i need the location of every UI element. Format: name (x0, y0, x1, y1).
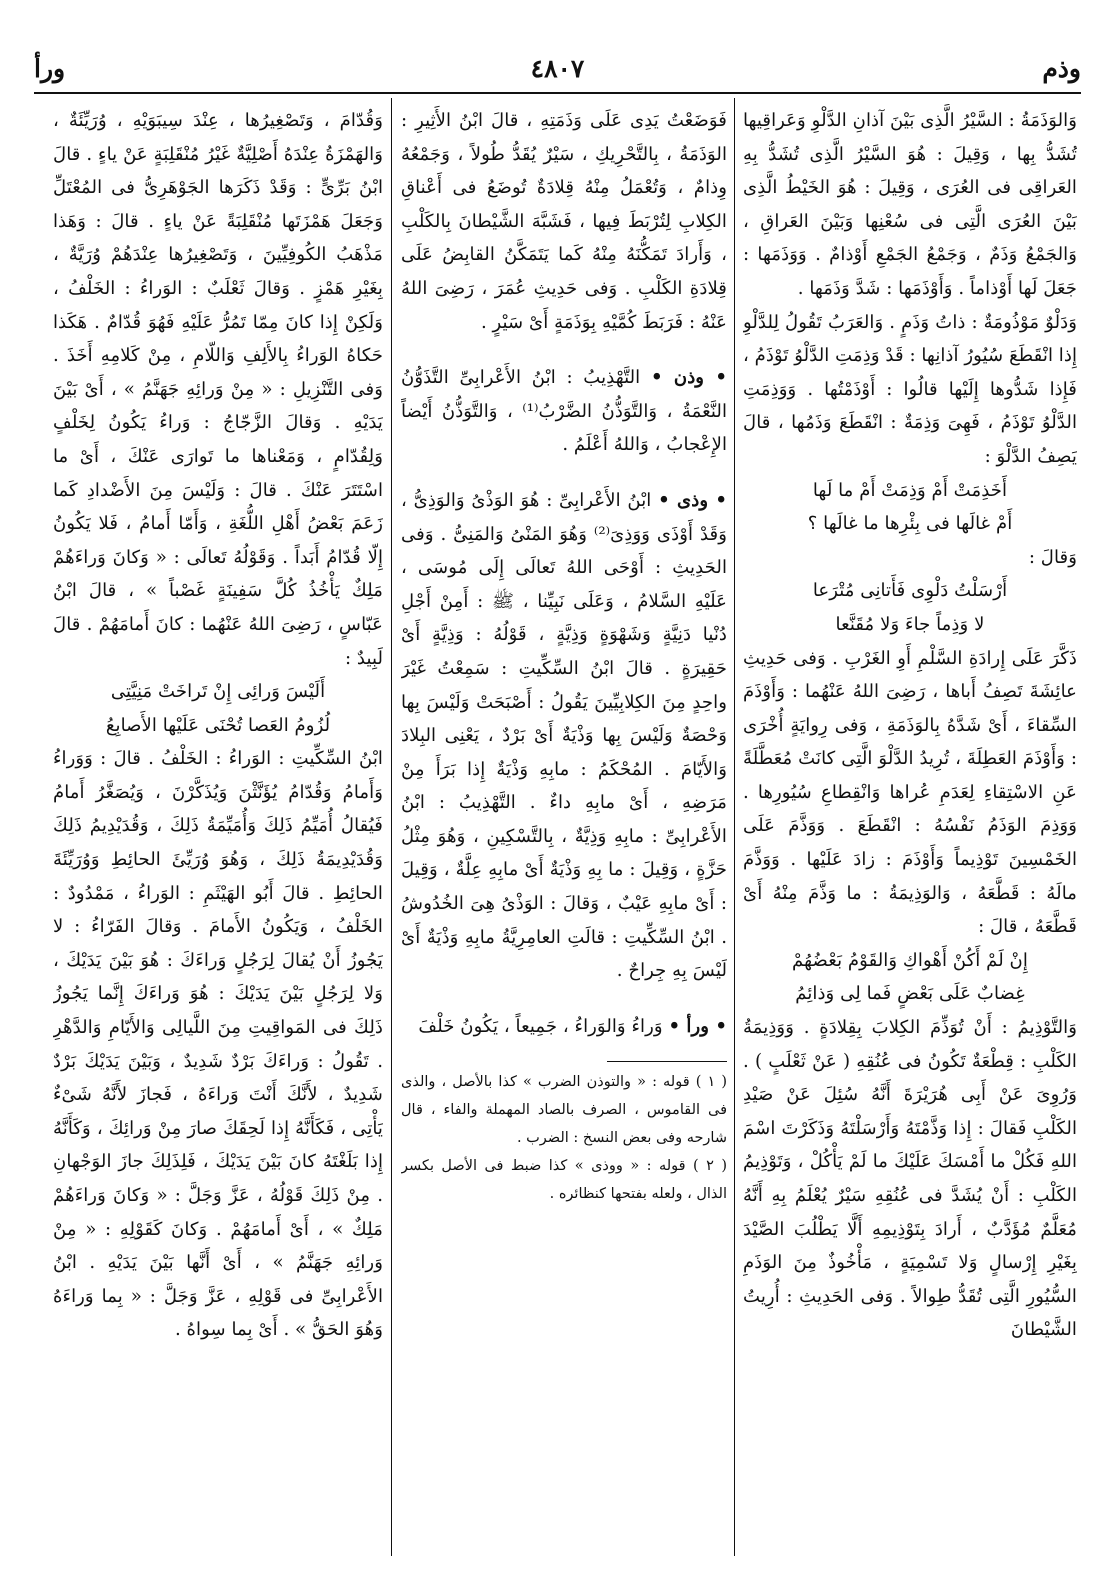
text-paragraph: ذَكَّرَ عَلَى إِرادَةِ السَّلْمِ أَوِ الغَرْبِ . وَفى حَدِيثِ عائِشَةَ تَصِفُ أَباها ، رَضِىَ اللهُ عَنْهُما : وَأَوْذَمَ السِّقاءَ ، أَىْ شَدَّهُ بِالوَذَمَةِ ، وَفى رِوايَةٍ أُخْرَى : وَأَوْذَمَ العَطِلَةَ ، تُرِيدُ الدَّلْوَ الَّتِى كانَتْ مُعَطَّلَةً عَنِ الاسْتِقاءِ لِعَدَمِ عُراها وَانْقِطاعِ سُيُورِها . وَوَذِمَ الوَذَمُ نَفْسُهُ : انْقَطَعَ . وَوَذَّمَ عَلَى الخَمْسِينَ تَوْذِيماً وَأَوْذَمَ : زادَ عَلَيْها . وَوَذَّمَ مالَهُ : قَطَّعَهُ ، وَالوَذِيمَةُ : ما وَذَّمَ مِنْهُ أَىْ قَطَّعَهُ ، قالَ : (743, 647, 1077, 938)
header-root-right: وذم (1042, 54, 1081, 83)
text-paragraph: وَقُدّامَ ، وَتَصْغِيرُها ، عِنْدَ سِيبَوَيْهِ ، وُرَيِّئَةٌ ، وَالهَمْزَةُ عِنْدَهُ أَصْلِيَّةٌ غَيْرُ مُنْقَلِبَةٍ عَنْ ياءٍ . قالَ ابْنُ بَرِّىٍّ : وَقَدْ ذَكَرَها الجَوْهَرِىُّ فى المُعْتَلِّ وَجَعَلَ هَمْزَتَها مُنْقَلِبَةً عَنْ ياءٍ . قالَ : وَهَذا مَذْهَبُ الكُوفِيِّينَ ، وَتَصْغِيرُها عِنْدَهُمْ وُرَيَّةٌ ، بِغَيْرِ هَمْزٍ . وَقالَ ثَعْلَبٌ : الوَراءُ : الخَلْفُ ، وَلَكِنْ إِذا كانَ مِمّا تَمُرُّ عَلَيْهِ فَهُوَ قُدّامٌ . هَكَذا حَكاهُ الوَراءُ بِالأَلِفِ وَاللّامِ ، مِنْ كَلامِهِ أَخَذَ . وَفى التَّنْزِيلِ : « مِنْ وَرائِهِ جَهَنَّمُ » ، أَىْ بَيْنَ يَدَيْهِ . وَقالَ الزَّجّاجُ : وَراءُ يَكُونُ لِخَلْفٍ وَلِقُدّامٍ ، وَمَعْناها ما تَوارَى عَنْكَ ، أَىْ ما اسْتَتَرَ عَنْكَ . قالَ : وَلَيْسَ مِنَ الأَضْدادِ كَما زَعَمَ بَعْضُ أَهْلِ اللُّغَةِ ، وَأَمّا أَمامُ ، فَلا يَكُونُ إِلّا قُدّامُ أَبَداً . وَقَوْلُهُ تَعالَى : « وَكانَ وَراءَهُمْ مَلِكٌ يَأْخُذُ كُلَّ سَفِينَةٍ غَصْباً » ، قالَ ابْنُ عَبّاسٍ ، رَضِىَ اللهُ عَنْهُما : كانَ أَمامَهُمْ . قالَ لَبِيدٌ : (53, 110, 383, 669)
poem-verse: لُزُومُ العَصا تُحْنَى عَلَيْها الأَصابِعُ (105, 714, 331, 736)
poem-verse: غِضابٌ عَلَى بَعْضٍ فَما لِى وَذائِمُ (795, 983, 1025, 1005)
header-root-left: ورأ (34, 54, 66, 83)
entry-headword: • وذى • (658, 489, 727, 511)
column-middle (401, 104, 727, 1554)
entry-text: ابْنُ الأَعْرابِىِّ : هُوَ الوَذْىُ وَالوَذِىُّ ، وَقَدْ أَوْذَى وَوَذِىَ⁽²⁾ وَهُوَ المَنْىُ وَالمَنِىُّ . وَفى الحَدِيثِ : أَوْحَى اللهُ تَعالَى إِلَى مُوسَى ، عَلَيْهِ السَّلامُ ، وَعَلَى نَبِيِّنا ، ﷺ : أَمِنْ أَجْلِ دُنْيا دَنِيَّةٍ وَشَهْوَةٍ وَذِيَّةٍ ، قَوْلُهُ : وَذِيَّةٍ أَىْ حَقِيرَةٍ . قالَ ابْنُ السِّكِّيتِ : سَمِعْتُ غَيْرَ واحِدٍ مِنَ الكِلابِيِّينَ يَقُولُ : أَصْبَحَتْ وَلَيْسَ بِها وَحْصَةٌ وَلَيْسَ بِها وَذْيَةٌ أَىْ بَرْدٌ ، يَعْنِى البِلادَ وَالأَيّامَ . المُحْكَمُ : مابِهِ وَذْيَةٌ إِذا بَرَأَ مِنْ مَرَضِهِ ، أَىْ مابِهِ داءٌ . التَّهْذِيبُ : ابْنُ الأَعْرابِىِّ : مابِهِ وَذِيَّةٌ ، بِالتَّسْكِينِ ، وَهُوَ مِثْلُ حَزَّةٍ ، وَقِيلَ : ما بِهِ وَذْيَةٌ أَىْ مابِهِ عِلَّةٌ ، وَقِيلَ : أَىْ مابِهِ عَيْبٌ ، وَقالَ : الوَذْىُ هِىَ الخُدُوشُ . ابْنُ السِّكِّيتِ : قالَتِ العامِرِيَّةُ مابِهِ وَذْيَةٌ أَىْ لَيْسَ بِهِ جِراحٌ . (401, 489, 727, 982)
column-divider (734, 98, 735, 1556)
page-header (34, 54, 1081, 90)
entry-headword: • ورأ • (668, 1015, 727, 1037)
footnote: ( ٢ ) قوله : « ووذى » كذا ضبط فى الأصل بكسر الذال ، ولعله بفتحها كنظائره . (401, 1158, 727, 1203)
text-paragraph: وَدَلْوٌ مَوْذُومَةٌ : ذاتُ وَذَمٍ . وَالعَرَبُ تَقُولُ لِلدَّلْوِ إِذا انْقَطَعَ سُيُورُ آذانِها : قَدْ وَذِمَتِ الدَّلْوُ تَوْذَمُ ، فَإِذا شَدُّوها إِلَيْها قالُوا : أَوْذَمْتُها . وَوَذِمَتِ الدَّلْوُ تَوْذَمُ ، فَهِىَ وَذِمَةٌ : انْقَطَعَ وَذَمُها ، قالَ يَصِفُ الدَّلْوَ : (743, 311, 1077, 467)
column-divider (391, 98, 392, 1556)
poem-verse: أَخَذِمَتْ أَمْ وَذِمَتْ أَمْ ما لَها (812, 479, 1008, 501)
dictionary-entry (401, 484, 727, 988)
column-left (53, 104, 383, 1554)
text-paragraph: وَالتَّوْذِيمُ : أَنْ تُوَذِّمَ الكِلابَ بِقِلادَةٍ . وَوَذِيمَةُ الكَلْبِ : قِطْعَةٌ تَكُونُ فى عُنُقِهِ ( عَنْ ثَعْلَبٍ ) . وَرُوِىَ عَنْ أَبِى هُرَيْرَةَ أَنَّهُ سُئِلَ عَنْ صَيْدِ الكَلْبِ فَقالَ : إِذا وَذَّمْتَهُ وَأَرْسَلْتَهُ وَذَكَرْتَ اسْمَ اللهِ فَكُلْ ما أَمْسَكَ عَلَيْكَ ما لَمْ يَأْكُلْ ، وَتَوْذِيمُ الكَلْبِ : أَنْ يُشَدَّ فى عُنُقِهِ سَيْرٌ يُعْلَمُ بِهِ أَنَّهُ مُعَلَّمٌ مُؤَدَّبٌ ، أَرادَ بِتَوْذِيمِهِ أَلَّا يَطْلُبَ الصَّيْدَ بِغَيْرِ إِرْسالٍ وَلا تَسْمِيَةٍ ، مَأْخُوذٌ مِنَ الوَذَمِ السُّيُورِ الَّتِى تُقَدُّ طِوالاً . وَفى الحَدِيثِ : أُرِيتُ الشَّيْطانَ (743, 1017, 1077, 1341)
footnote: ( ١ ) قوله : « والتوذن الضرب » كذا بالأصل ، والذى فى القاموس ، الصرف بالصاد المهملة والفاء ، قال شارحه وفى بعض النسخ : الضرب . (401, 1074, 727, 1147)
text-paragraph: فَوَضَعْتُ يَدِى عَلَى وَذَمَتِهِ ، قالَ ابْنُ الأَثِيرِ : الوَذَمَةُ ، بِالتَّحْرِيكِ ، سَيْرٌ يُقَدُّ طُولاً ، وَجَمْعُهُ وِذامٌ ، وَتُعْمَلُ مِنْهُ قِلادَةٌ تُوضَعُ فى أَعْناقِ الكِلابِ لِتُرْبَطَ فِيها ، فَشَبَّهَ الشَّيْطانَ بِالكَلْبِ ، وَأَرادَ تَمَكُّنَهُ مِنْهُ كَما يَتَمَكَّنُ القابِضُ عَلَى قِلادَةِ الكَلْبِ . وَفى حَدِيثِ عُمَرَ ، رَضِىَ اللهُ عَنْهُ : فَرَبَطَ كُمَّيْهِ بِوَذَمَةٍ أَىْ سَيْرٍ . (401, 110, 727, 333)
text-paragraph: ابْنُ السِّكِّيتِ : الوَراءُ : الخَلْفُ . قالَ : وَوَراءُ وَأَمامُ وَقُدّامُ يُؤَنَّثْنَ وَيُذَكَّرْنَ ، وَيُصَغَّرُ أَمامُ فَيُقالُ أُمَيِّمُ ذَلِكَ وَأُمَيِّمَةُ ذَلِكَ ، وَقُدَيْدِيمُ ذَلِكَ وَقُدَيْدِيمَةُ ذَلِكَ ، وَهُوَ وُرَيِّئَ الحائِطِ وَوُرَيِّئَةَ الحائِطِ . قالَ أَبُو الهَيْثَمِ : الوَراءُ ، مَمْدُودٌ : الخَلْفُ ، وَيَكُونُ الأَمامَ . وَقالَ الفَرّاءُ : لا يَجُوزُ أَنْ يُقالَ لِرَجُلٍ وَراءَكَ : هُوَ بَيْنَ يَدَيْكَ ، وَلا لِرَجُلٍ بَيْنَ يَدَيْكَ : هُوَ وَراءَكَ إِنَّما يَجُوزُ ذَلِكَ فى المَواقِيتِ مِنَ اللَّيالِى وَالأَيّامِ وَالدَّهْرِ . تَقُولُ : وَراءَكَ بَرْدٌ شَدِيدٌ ، وَبَيْنَ يَدَيْكَ بَرْدٌ شَدِيدٌ ، لأَنَّكَ أَنْتَ وَراءَهُ ، فَجازَ لأَنَّهُ شَىْءٌ يَأْتِى ، فَكَأَنَّهُ إِذا لَحِقَكَ صارَ مِنْ وَرائِكَ ، وَكَأَنَّهُ إِذا بَلَغْتَهُ كانَ بَيْنَ يَدَيْكَ ، فَلِذَلِكَ جازَ الوَجْهانِ . مِنْ ذَلِكَ قَوْلُهُ ، عَزَّ وَجَلَّ : « وَكانَ وَراءَهُمْ مَلِكٌ » ، أَىْ أَمامَهُمْ . وَكانَ كَقَوْلِهِ : « مِنْ وَرائِهِ جَهَنَّمُ » ، أَىْ أَنَّها بَيْنَ يَدَيْهِ . ابْنُ الأَعْرابِىِّ فى قَوْلِهِ ، عَزَّ وَجَلَّ : « بِما وَراءَهُ وَهُوَ الحَقُّ » . أَىْ بِما سِواهُ . (53, 748, 383, 1341)
dictionary-entry (401, 361, 727, 462)
poem-verse: أَلَيْسَ وَرائِى إِنْ تَراخَتْ مَنِيَّتِى (110, 681, 326, 703)
header-rule (34, 92, 1081, 94)
dictionary-entry (401, 1010, 727, 1044)
poem-verse: إِنْ لَمْ أَكُنْ أَهْواكِ وَالقَوْمُ بَعْضُهُمْ (792, 949, 1028, 971)
poem-verse: أَمْ غالَها فى بِئْرِها ما غالَها ؟ (807, 513, 1013, 535)
entry-headword: • وذن • (650, 367, 727, 389)
footnote-rule (607, 1061, 727, 1062)
poem-verse: أَرْسَلْتُ دَلْوِى فَأَتانِى مُتْرَعا (812, 580, 1008, 602)
text-paragraph: وَالوَذَمَةُ : السَّيْرُ الَّذِى بَيْنَ آذانِ الدَّلْوِ وَعَراقِيها تُشَدُّ بِها ، وَقِيلَ : هُوَ السَّيْرُ الَّذِى تُشَدُّ بِهِ العَراقِى فى العُرَى ، وَقِيلَ : هُوَ الخَيْطُ الَّذِى بَيْنَ العُرَى الَّتِى فى سُعْنِها وَبَيْنَ العَراقِ ، وَالجَمْعُ وَذَمٌ ، وَجَمْعُ الجَمْعِ أَوْذامٌ . وَوَذَمَها : جَعَلَ لَها أَوْذاماً . وَأَوْذَمَها : شَدَّ وَذَمَها . (743, 110, 1077, 299)
entry-text: التَّهْذِيبُ : ابْنُ الأَعْرابِىِّ التَّذَوُّنُ النَّعْمَةُ ، وَالتَّوَذُّنُ الضَّرْبُ⁽¹⁾ ، وَالتَّوَذُّنُ أَيْضاً الإِعْجابُ ، وَاللهُ أَعْلَمُ . (401, 367, 727, 456)
page-number: ٤٨٠٧ (530, 54, 585, 83)
entry-text: وَراءُ وَالوَراءُ ، جَمِيعاً ، يَكُونُ خَلْفَ (418, 1015, 663, 1037)
column-right (743, 104, 1077, 1554)
text-paragraph: وَقالَ : (1028, 546, 1077, 568)
poem-verse: لا وَذِماً جاءَ وَلا مُقَنَّعا (835, 613, 985, 635)
